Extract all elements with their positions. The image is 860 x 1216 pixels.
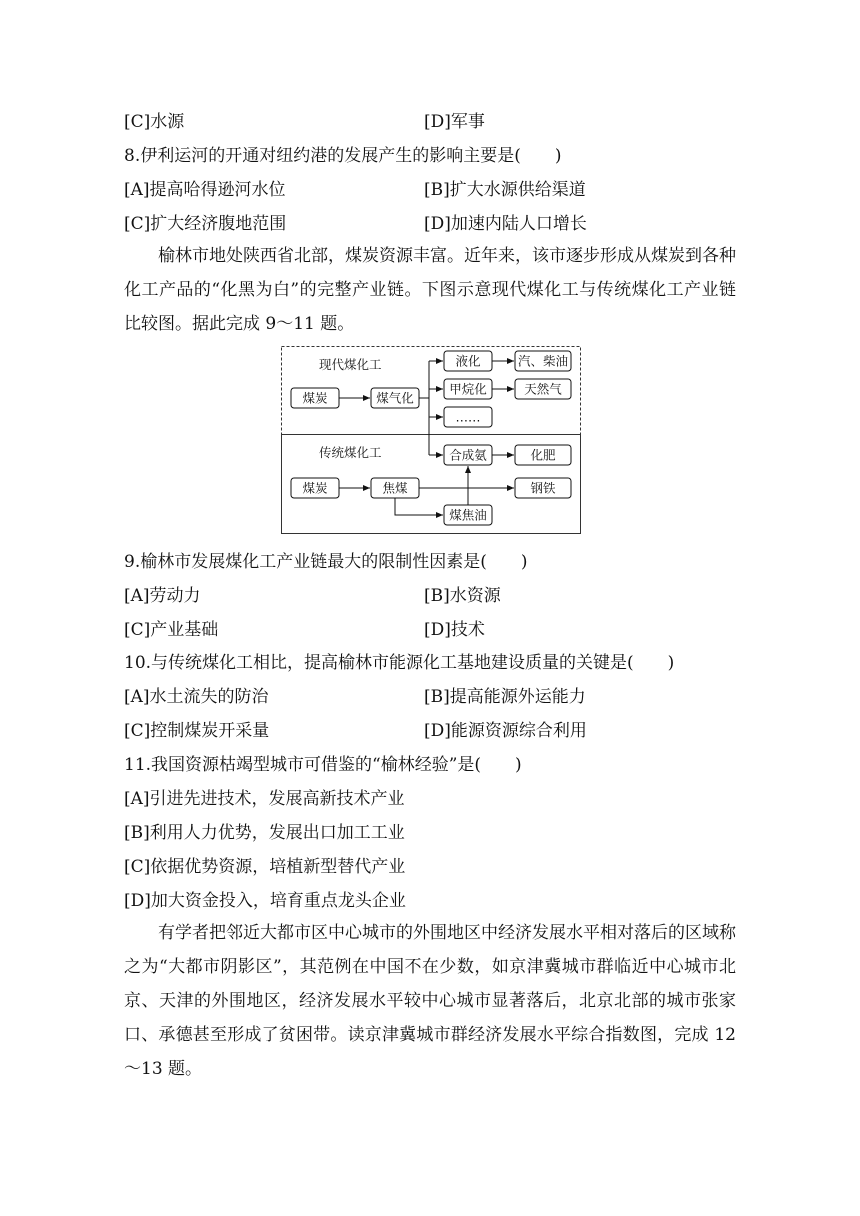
q11-stem: 11.我国资源枯竭型城市可借鉴的“榆林经验”是( ): [124, 755, 522, 775]
q11-option-a: [A]引进先进技术，发展高新技术产业: [124, 789, 405, 809]
label-methanation: 甲烷化: [449, 381, 487, 397]
label-natural-gas: 天然气: [524, 381, 562, 397]
q11-option-d: [D]加大资金投入，培育重点龙头企业: [124, 891, 406, 911]
label-coal-modern: 煤炭: [302, 390, 328, 406]
q9-option-c: [C]产业基础: [124, 620, 219, 640]
label-fertilizer: 化肥: [530, 447, 556, 463]
traditional-title: 传统煤化工: [319, 445, 382, 460]
label-gasification: 煤气化: [376, 390, 414, 406]
label-liquefaction: 液化: [455, 353, 481, 369]
q9-option-b: [B]水资源: [424, 586, 501, 606]
label-gasoline-diesel: 汽、柴油: [517, 353, 569, 369]
label-coal-tar: 煤焦油: [449, 507, 487, 523]
q10-option-b: [B]提高能源外运能力: [424, 687, 586, 707]
arrow-coke-coaltar: [395, 498, 443, 515]
q10-option-d: [D]能源资源综合利用: [424, 721, 587, 741]
q7-option-c: [C]水源: [124, 112, 185, 132]
q9-stem: 9.榆林市发展煤化工产业链最大的限制性因素是( ): [124, 552, 528, 572]
q11-option-b: [B]利用人力优势，发展出口加工工业: [124, 823, 405, 843]
label-coke: 焦煤: [382, 480, 408, 496]
q8-option-a: [A]提高哈得逊河水位: [124, 180, 286, 200]
passage-yulin: 榆林市地处陕西省北部，煤炭资源丰富。近年来，该市逐步形成从煤炭到各种化工产品的“化黑为白”的完整产业链。下图示意现代煤化工与传统煤化工产业链比较图。据此完成 9～11 题。: [124, 246, 736, 334]
label-ammonia: 合成氨: [449, 447, 487, 463]
q7-option-d: [D]军事: [424, 112, 485, 132]
q8-option-c: [C]扩大经济腹地范围: [124, 214, 287, 234]
q9-option-a: [A]劳动力: [124, 586, 201, 606]
q10-option-c: [C]控制煤炭开采量: [124, 721, 270, 741]
q11-option-c: [C]依据优势资源，培植新型替代产业: [124, 857, 406, 877]
passage-metropolitan-shadow: 有学者把邻近大都市区中心城市的外围地区中经济发展水平相对落后的区域称之为“大都市阴影区”，其范例在中国不在少数，如京津冀城市群临近中心城市北京、天津的外围地区，经济发展水平较中心城市显著落后，北京北部的城市张家口、承德甚至形成了贫困带。读京津冀城市群经济发展水平综合指数图，完成 12～13 题。: [124, 923, 736, 1079]
label-coal-traditional: 煤炭: [302, 480, 328, 496]
q9-option-d: [D]技术: [424, 620, 485, 640]
q8-stem: 8.伊利运河的开通对纽约港的发展产生的影响主要是( ): [124, 146, 562, 166]
q10-option-a: [A]水土流失的防治: [124, 687, 269, 707]
q10-stem: 10.与传统煤化工相比，提高榆林市能源化工基地建设质量的关键是( ): [124, 653, 675, 673]
label-steel: 钢铁: [530, 480, 556, 496]
q8-option-d: [D]加速内陆人口增长: [424, 214, 587, 234]
q8-option-b: [B]扩大水源供给渠道: [424, 180, 586, 200]
coal-chemical-chain-diagram: [281, 346, 581, 534]
label-ellipsis: ……: [455, 409, 481, 425]
modern-title: 现代煤化工: [319, 357, 382, 372]
